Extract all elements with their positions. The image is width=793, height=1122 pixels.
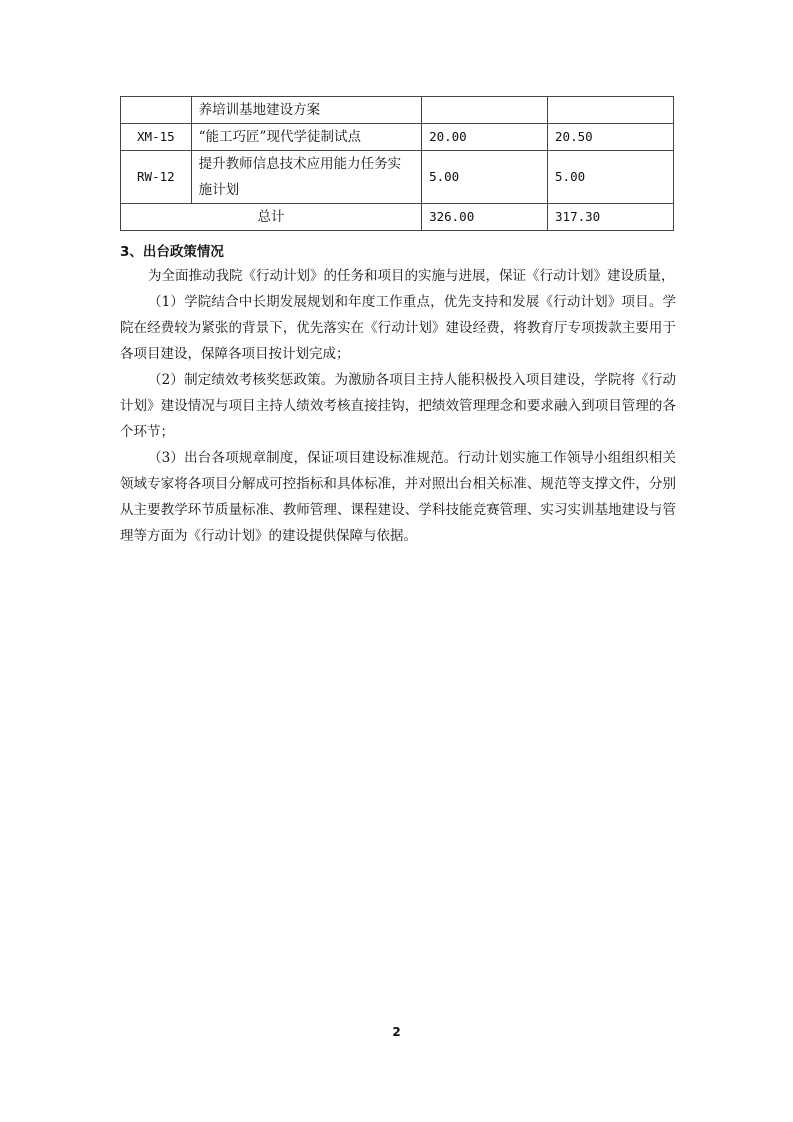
table-cell-code: RW-12: [121, 151, 192, 204]
table-cell-value: 20.50: [548, 124, 674, 151]
table-total-value: 326.00: [422, 204, 548, 231]
paragraph-item-1: （1）学院结合中长期发展规划和年度工作重点，优先支持和发展《行动计划》项目。学院在经费较为紧张的背景下，优先落实在《行动计划》建设经费，将教育厅专项拨款主要用于各项目建设，保障各项目按计划完成；: [120, 294, 676, 362]
table-cell-name: 养培训基地建设方案: [191, 97, 421, 124]
paragraph-item-2: （2）制定绩效考核奖惩政策。为激励各项目主持人能积极投入项目建设，学院将《行动计划》建设情况与项目主持人绩效考核直接挂钩，把绩效管理理念和要求融入到项目管理的各个环节；: [120, 372, 676, 440]
table-cell-name: “能工巧匠”现代学徒制试点: [191, 124, 421, 151]
table-cell-value: 20.00: [422, 124, 548, 151]
table-cell-code: [121, 97, 192, 124]
page-number: 2: [392, 1025, 401, 1039]
table-row: [121, 151, 674, 204]
table-total-value: 317.30: [548, 204, 674, 231]
table-row: [121, 124, 674, 151]
table-cell-value: [548, 97, 674, 124]
table-cell-name: 提升教师信息技术应用能力任务实施计划: [191, 151, 421, 204]
table-row: [121, 97, 674, 124]
table-total-label: 总计: [121, 204, 422, 231]
table-total-row: [121, 204, 674, 231]
budget-table: [120, 96, 674, 231]
table-cell-value: [422, 97, 548, 124]
table-cell-value: 5.00: [422, 151, 548, 204]
table-cell-code: XM-15: [121, 124, 192, 151]
table-cell-value: 5.00: [548, 151, 674, 204]
section-title: 3、出台政策情况: [120, 244, 224, 260]
paragraph-intro: 为全面推动我院《行动计划》的任务和项目的实施与进展，保证《行动计划》建设质量，: [148, 268, 675, 284]
paragraph-item-3: （3）出台各项规章制度，保证项目建设标准规范。行动计划实施工作领导小组组织相关领域专家将各项目分解成可控指标和具体标准，并对照出台相关标准、规范等支撑文件，分别从主要教学环节质量标准、教师管理、课程建设、学科技能竞赛管理、实习实训基地建设与管理等方面为《行动计划》的建设提供保障与依据。: [120, 450, 676, 544]
